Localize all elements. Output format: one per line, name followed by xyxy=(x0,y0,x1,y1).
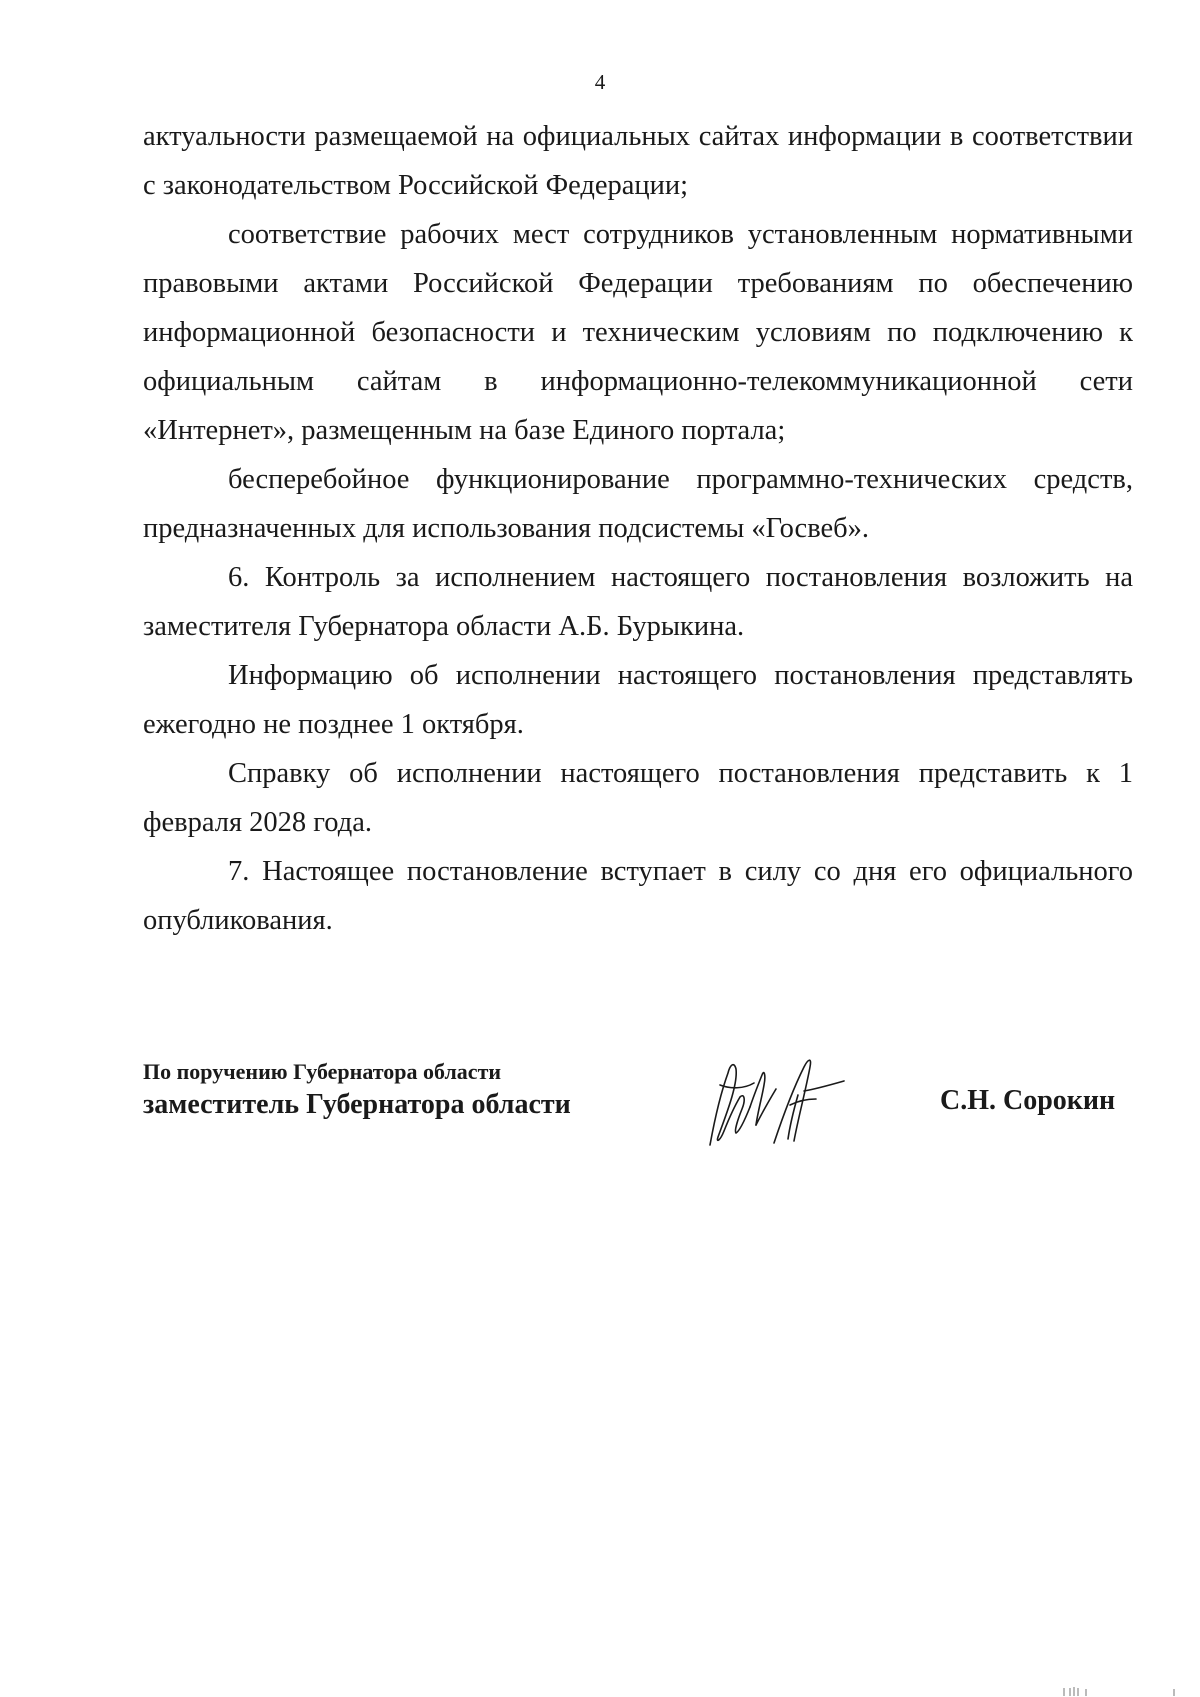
signatory-authority-line: По поручению Губернатора области xyxy=(143,1059,502,1084)
paragraph-6: Справку об исполнении настоящего постановления представить к 1 февраля 2028 года. xyxy=(143,758,1133,838)
scan-edge-marks xyxy=(1062,1686,1182,1696)
paragraph-5: Информацию об исполнении настоящего постановления представлять ежегодно не позднее 1 октября. xyxy=(143,660,1133,740)
signatory-name: С.Н. Сорокин xyxy=(940,1085,1116,1116)
paragraph-1: актуальности размещаемой на официальных сайтах информации в соответствии с законодательством Российской Федерации; xyxy=(143,121,1133,201)
page-number: 4 xyxy=(594,70,606,94)
paragraph-7: 7. Настоящее постановление вступает в силу со дня его официального опубликования. xyxy=(143,856,1133,936)
paragraph-3: бесперебойное функционирование программно-технических средств, предназначенных для использования подсистемы «Госвеб». xyxy=(143,464,1133,544)
paragraph-4: 6. Контроль за исполнением настоящего постановления возложить на заместителя Губернатора области А.Б. Бурыкина. xyxy=(143,562,1133,642)
handwritten-signature xyxy=(690,1045,850,1155)
signatory-title-block xyxy=(143,1057,571,1123)
signatory-position: заместитель Губернатора области xyxy=(143,1089,571,1120)
document-body xyxy=(143,112,1133,945)
paragraph-2: соответствие рабочих мест сотрудников установленным нормативными правовыми актами Российской Федерации требованиям по обеспечению информационной безопасности и техническим условиям по подключению к официальным сайтам в информационно-телекоммуникационной сети «Интернет», размещенным на базе Единого портала; xyxy=(143,219,1133,446)
